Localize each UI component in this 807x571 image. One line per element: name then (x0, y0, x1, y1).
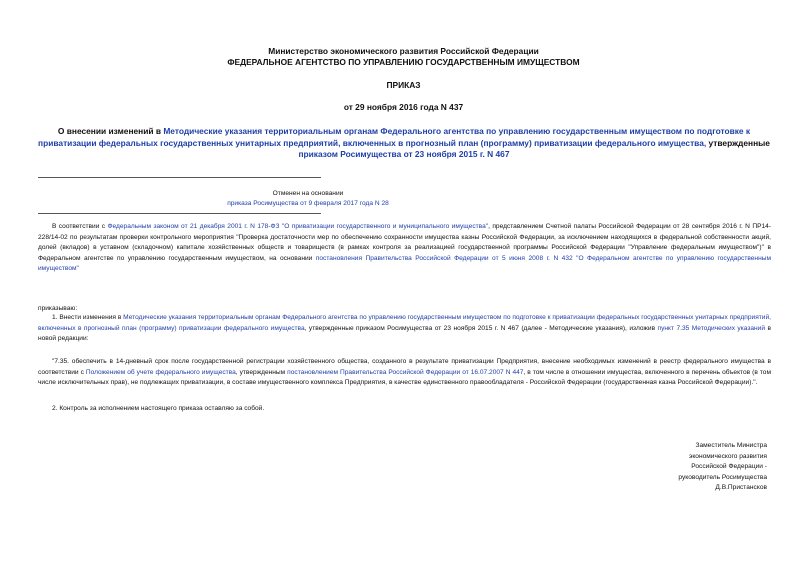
document-type: ПРИКАЗ (386, 80, 421, 90)
signature-line: руководитель Росимущества (678, 473, 767, 481)
signature-block (678, 441, 767, 494)
decree-447-link[interactable]: постановлением Правительства Российской Федерации от 16.07.2007 N 447 (287, 368, 524, 376)
title-middle: утвержденные (706, 137, 770, 148)
signature-line: Заместитель Министра (695, 442, 767, 449)
document-date-number: от 29 ноября 2016 года N 437 (343, 102, 464, 112)
item-1-paragraph (38, 313, 771, 345)
quote-text-1: "7.35. обеспечить в 14-дневный срок после государственной регистрации хозяйственного общества, созданного в результате приватизации Предприятия, внесение необходимых изменений в реестр федерального имущества в соответствии с (38, 358, 771, 376)
ministry-name: Министерство экономического развития Российской Федерации (268, 46, 539, 56)
preamble-paragraph (38, 222, 771, 275)
item-2-paragraph: 2. Контроль за исполнением настоящего приказа оставляю за собой. (52, 405, 265, 412)
annul-link[interactable]: приказа Росимущества от 9 февраля 2017 года N 28 (227, 200, 389, 207)
item-1-text-2: , утвержденные приказом Росимущества от 23 ноября 2015 г. N 467 (далее - Методические указания), изложив (304, 324, 658, 332)
title-order-link[interactable]: приказом Росимущества от 23 ноября 2015 г. N 467 (298, 149, 510, 159)
title-prefix: О внесении изменений в (57, 126, 164, 136)
annul-note: Отменен на основании (272, 190, 344, 197)
divider-top (38, 177, 321, 178)
preamble-text-1: В соответствии с (52, 223, 108, 230)
item-1-text-3: в новой редакции: (38, 324, 771, 343)
methodical-guidelines-link[interactable]: Методические указания территориальным органам Федерального агентства по управлению государственным имуществом по подготовке к приватизации федеральных государственных унитарных предприятий, включенных в прогнозный план (программу) приватизации федерального имущества (38, 314, 771, 332)
quote-paragraph (38, 357, 771, 389)
item-1-text-1: 1. Внести изменения в (52, 314, 124, 321)
clause-7-35-link[interactable]: пункт 7.35 Методических указаний (657, 324, 766, 332)
federal-law-link[interactable]: Федеральным законом от 21 декабря 2001 г. N 178-ФЗ "О приватизации государственного и муниципального имущества" (107, 223, 489, 230)
document-title (38, 126, 770, 161)
preamble-text-2: , представлением Счетной палаты Российской Федерации от 28 сентября 2016 г. N ПР14-228/14-02 по результатам проверки контрольного мероприятия "Проверка достаточности мер по обеспечению сохранности имущества казны Российской Федерации, за исключением находящихся в федеральной собственности акций, долей (вкладов) в уставном (складочном) капитале хозяйственных обществ и товариществ (в рамках контроля за реализацией государственной программы Российской Федерации "Управление федеральным имуществом")" в Федеральном агентстве по управлению государственным имуществом, на основании (38, 223, 772, 262)
quote-text-2: , утвержденным (235, 368, 288, 376)
property-accounting-regulation-link[interactable]: Положением об учете федерального имущества (85, 368, 236, 376)
title-methodical-link[interactable]: Методические указания территориальным органам Федерального агентства по управлению государственным имуществом по подготовке к приватизации федеральных государственных унитарных предприятий, включенных в прогнозный план (программу) приватизации федерального имущества, (38, 126, 751, 148)
government-decree-link[interactable]: постановления Правительства Российской Федерации от 5 июня 2008 г. N 432 "О Федеральном агентстве по управлению государственным имуществом" (38, 254, 771, 273)
divider-bottom (38, 213, 321, 214)
agency-name: ФЕДЕРАЛЬНОЕ АГЕНТСТВО ПО УПРАВЛЕНИЮ ГОСУДАРСТВЕННЫМ ИМУЩЕСТВОМ (227, 57, 580, 67)
signatory-name: Д.В.Пристансков (715, 484, 767, 492)
signature-line: экономического развития (688, 452, 767, 460)
signature-line: Российской Федерации - (691, 463, 767, 471)
order-word: приказываю: (38, 305, 78, 312)
quote-text-3: , в том числе в отношении имущества, включенного в перечень объектов (в том числе исключительных прав), не подлежащих приватизации, в составе имущественного комплекса Предприятия, в качестве единственного правообладателя - Российской Федерации (государственная казна Российской Федерации).". (38, 368, 771, 387)
